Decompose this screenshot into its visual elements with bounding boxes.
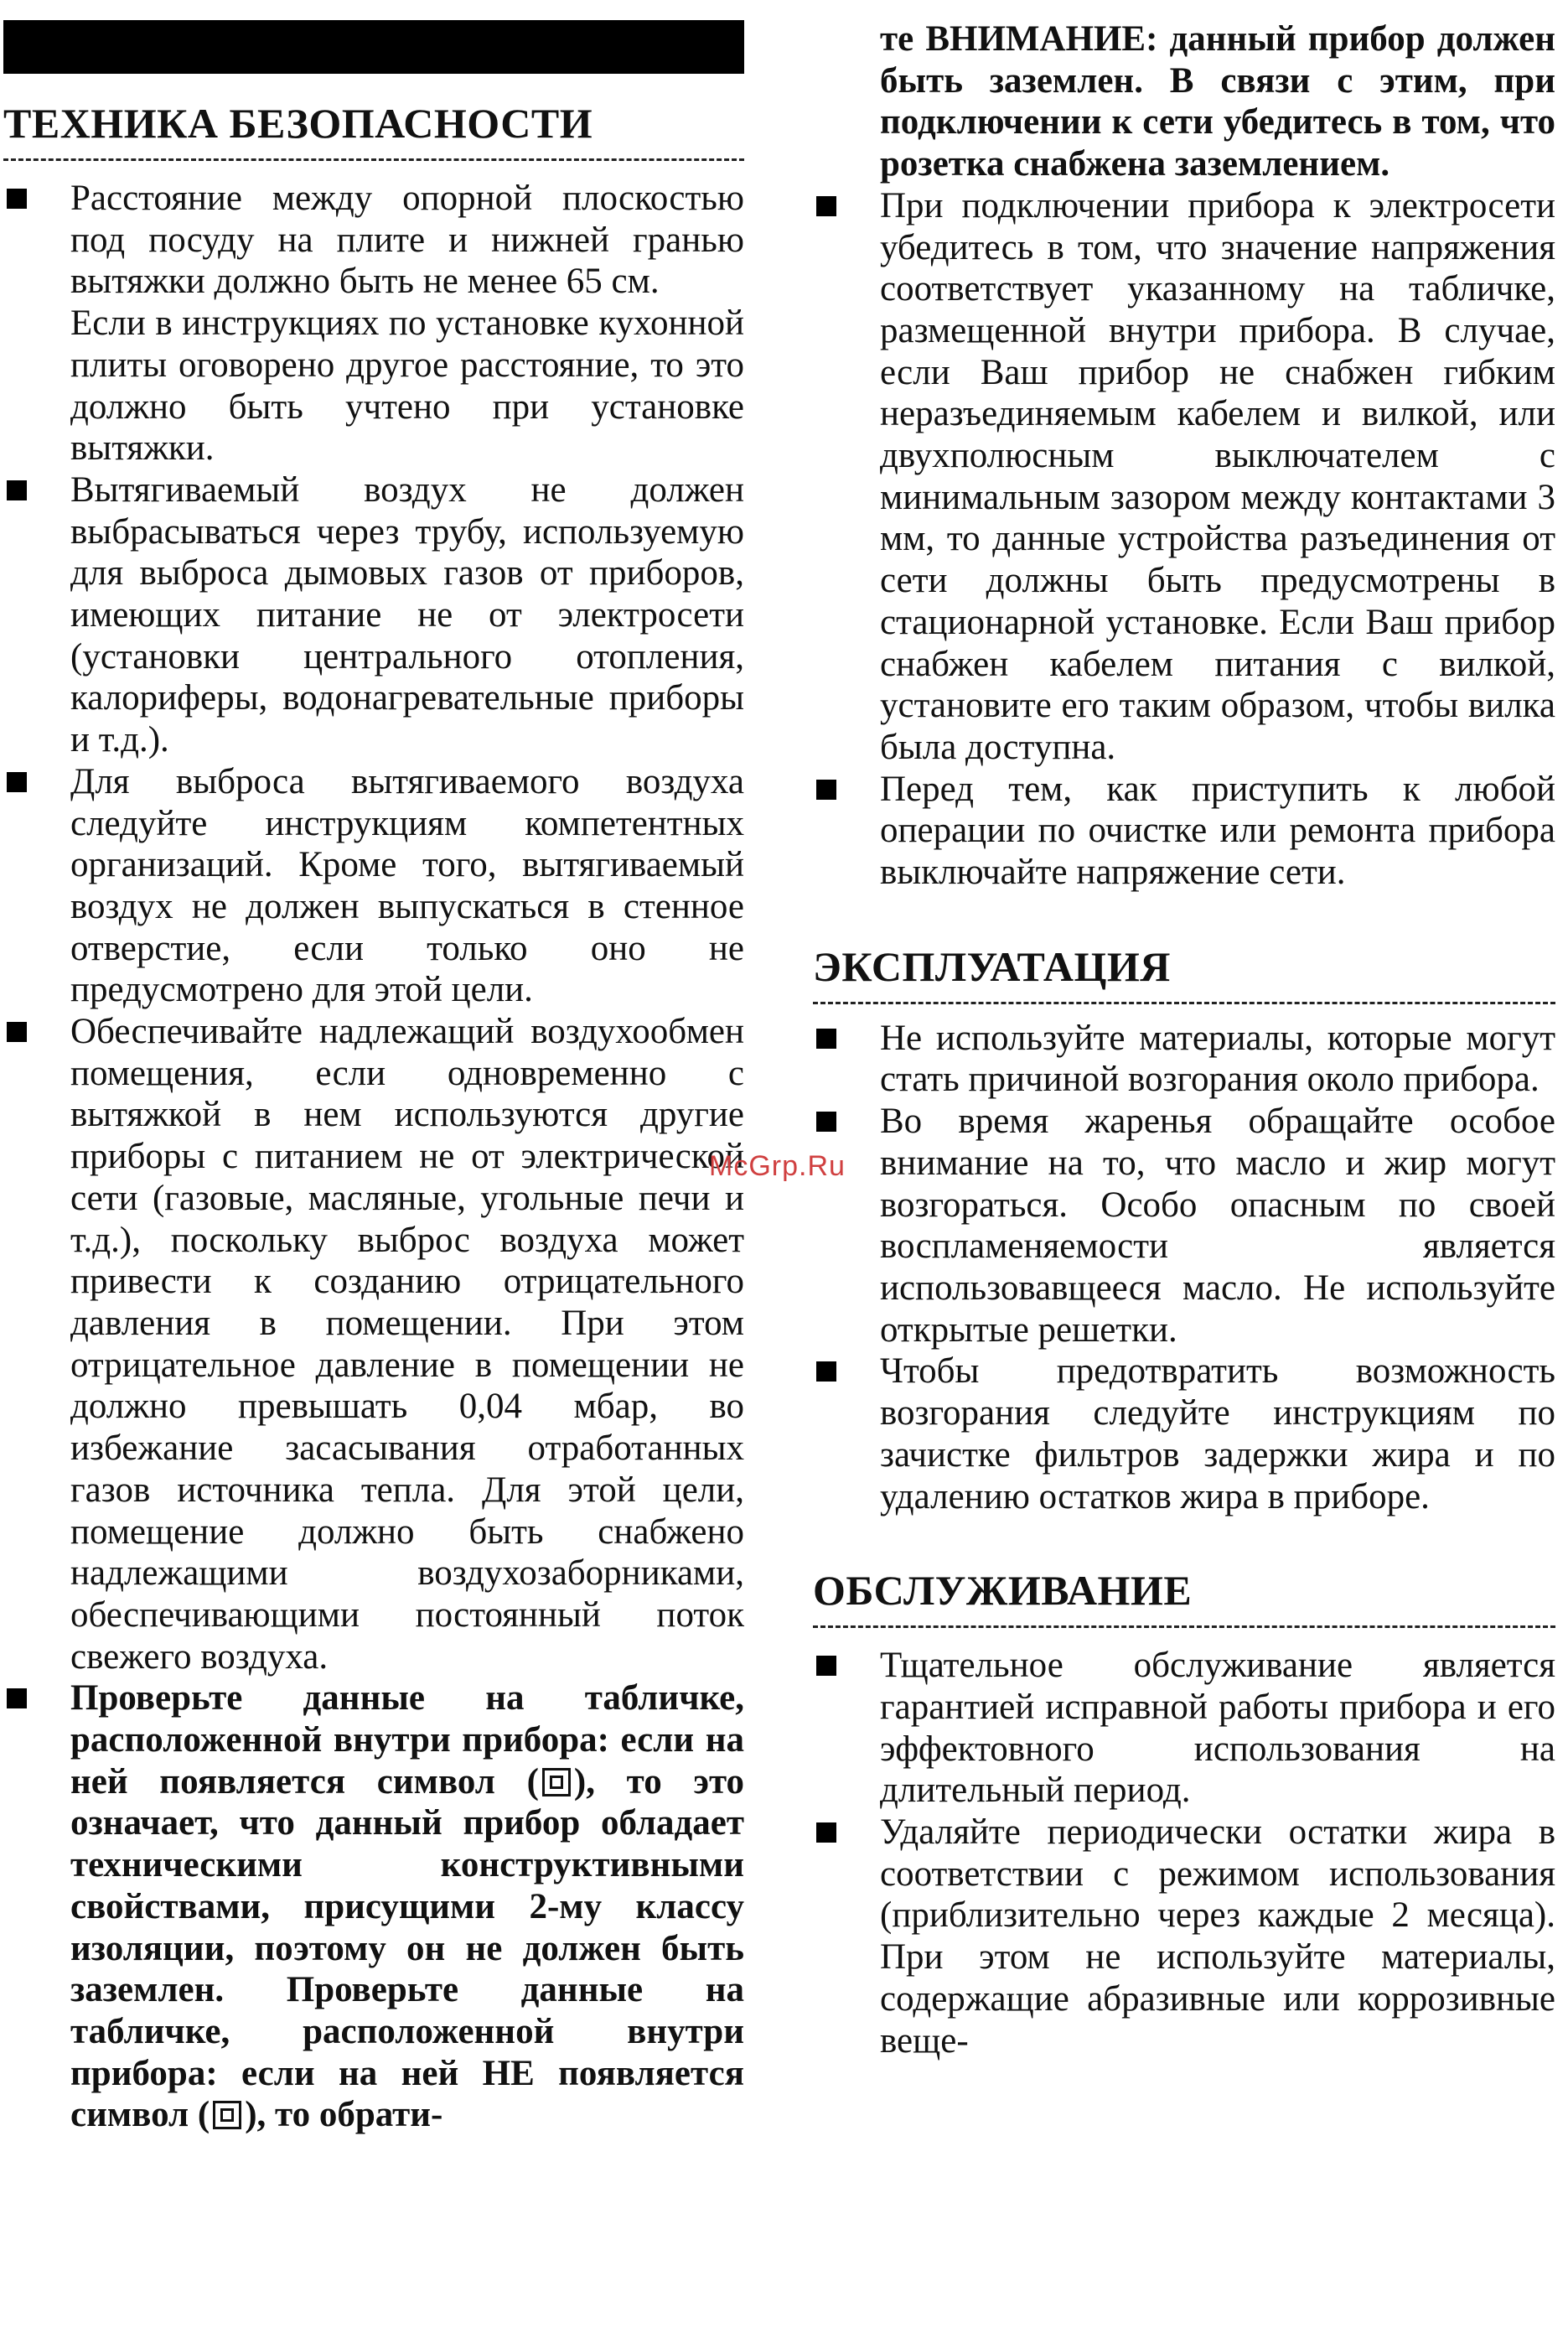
operation-heading: ЭКСПЛУАТАЦИЯ: [813, 942, 1171, 990]
item-text: Чтобы предотвратить возможность возгорания следуйте инструкциям по зачистке фильтров задержки жира и по удалению остатков жира в приборе.: [880, 1351, 1555, 1516]
watermark: McGrp.Ru: [709, 1150, 846, 1182]
item-text: Для выброса вытягиваемого воздуха следуйте инструкциям компетентных организаций. Кроме того, вытягиваемый воздух не должен выпускаться в стенное отверстие, если только оно не предусмотрено для этой цели.: [70, 761, 744, 1010]
safety-heading: ТЕХНИКА БЕЗОПАСНОСТИ: [3, 100, 593, 147]
list-item: [813, 769, 1555, 894]
list-item: [813, 1645, 1555, 1812]
list-item: [3, 761, 744, 1011]
item-text: Перед тем, как приступить к любой операции по очистке или ремонта прибора выключайте напряжение сети.: [880, 769, 1555, 893]
item-text: Во время жаренья обращайте особое внимание на то, что масло и жир могут возгораться. Особо опасным по своей воспламеняемости является использовавщееся масло. Не используйте открытые решетки.: [880, 1102, 1555, 1350]
bullet-square-icon: [7, 1022, 27, 1042]
item-text: ), то обрати-: [245, 2095, 443, 2135]
heading-divider: [3, 158, 744, 161]
bullet-square-icon: [816, 196, 836, 216]
item-text: Вытягиваемый воздух не должен выбрасываться через трубу, используемую для выброса дымовых газов от приборов, имеющих питание не от электросети (установки центрального отопления, калориферы, водонагревательные приборы и т.д.).: [70, 469, 744, 760]
list-item: [813, 185, 1555, 769]
operation-list: [813, 1018, 1555, 1517]
bullet-square-icon: [7, 772, 27, 792]
bullet-square-icon: [816, 1029, 836, 1049]
list-item: [813, 1351, 1555, 1517]
left-column: [3, 0, 744, 2136]
bullet-square-icon: [816, 780, 836, 800]
class-ii-insulation-symbol-icon: [213, 2101, 241, 2129]
bullet-square-icon: [816, 1112, 836, 1132]
list-item: [813, 1812, 1555, 2061]
item-text: Тщательное обслуживание является гарантией исправной работы прибора и его эффектовного использования на длительный период.: [880, 1646, 1555, 1811]
continuation: [813, 18, 1555, 894]
list-item-continued: [813, 18, 1555, 185]
item-text: Проверьте данные на табличке, расположенной внутри прибора: если на ней появляется символ (: [70, 1678, 744, 1802]
list-item: [813, 1018, 1555, 1101]
item-text: Не используйте материалы, которые могут стать причиной возгорания около прибора.: [880, 1018, 1555, 1100]
right-column: [813, 0, 1555, 2061]
list-item: [813, 1101, 1555, 1351]
bullet-square-icon: [816, 1822, 836, 1843]
list-item: [3, 469, 744, 761]
item-text: ), то это означает, что данный прибор обладает техническими конструктивными свойствами, присущими 2-му классу изоляции, поэтому он не должен быть заземлен. Проверьте данные на табличке, расположенной внутри прибора: если на ней НЕ появляется символ (: [70, 1761, 745, 2135]
bullet-square-icon: [7, 1688, 27, 1708]
item-text: Удаляйте периодически остатки жира в соответствии с режимом использования (приблизительно через каждые 2 месяца). При этом не используйте материалы, содержащие абразивные или коррозивные веще-: [880, 1812, 1555, 2061]
item-text: Расстояние между опорной плоскостью под посуду на плите и нижней гранью вытяжки должно быть не менее 65 см.: [70, 179, 744, 302]
safety-list: [3, 178, 744, 2136]
maintenance-heading: ОБСЛУЖИВАНИЕ: [813, 1567, 1193, 1615]
bullet-square-icon: [7, 480, 27, 500]
item-text: Если в инструкциях по установке кухонной плиты оговорено другое расстояние, то это должно быть учтено при установке вытяжки.: [70, 303, 744, 469]
list-item: [3, 1677, 744, 2136]
maintenance-list: [813, 1645, 1555, 2061]
list-item: [3, 178, 744, 469]
list-item: [3, 1011, 744, 1677]
item-text: те ВНИМАНИЕ: данный прибор должен быть заземлен. В связи с этим, при подключении к сети убедитесь в том, что розетка снабжена заземлением.: [880, 19, 1555, 184]
heading-divider: [813, 1625, 1555, 1628]
bullet-square-icon: [816, 1361, 836, 1382]
heading-divider: [813, 1002, 1555, 1004]
item-text: При подключении прибора к электросети убедитесь в том, что значение напряжения соответствует указанному на табличке, размещенной внутри прибора. В случае, если Ваш прибор не снабжен гибким неразъединяемым кабелем и вилкой, или двухполюсным выключателем с минимальным зазором между контактами 3 мм, то данные устройства разъединения от сети должны быть предусмотрены в стационарной установке. Если Ваш прибор снабжен кабелем питания с вилкой, установите его таким образом, чтобы вилка была доступна.: [880, 185, 1555, 767]
item-text: Обеспечивайте надлежащий воздухообмен помещения, если одновременно с вытяжкой в нем используются другие приборы с питанием не от электрической сети (газовые, масляные, угольные печи и т.д.), поскольку выброс воздуха может привести к созданию отрицательного давления в помещении. При этом отрицательное давление в помещении не должно превышать 0,04 мбар, во избежание засасывания отработанных газов источника тепла. Для этой цели, помещение должно быть снабжено надлежащими воздухозаборниками, обеспечивающими постоянный поток свежего воздуха.: [70, 1012, 744, 1677]
class-ii-insulation-symbol-icon: [542, 1768, 571, 1796]
bullet-square-icon: [816, 1656, 836, 1676]
bullet-square-icon: [7, 189, 27, 209]
